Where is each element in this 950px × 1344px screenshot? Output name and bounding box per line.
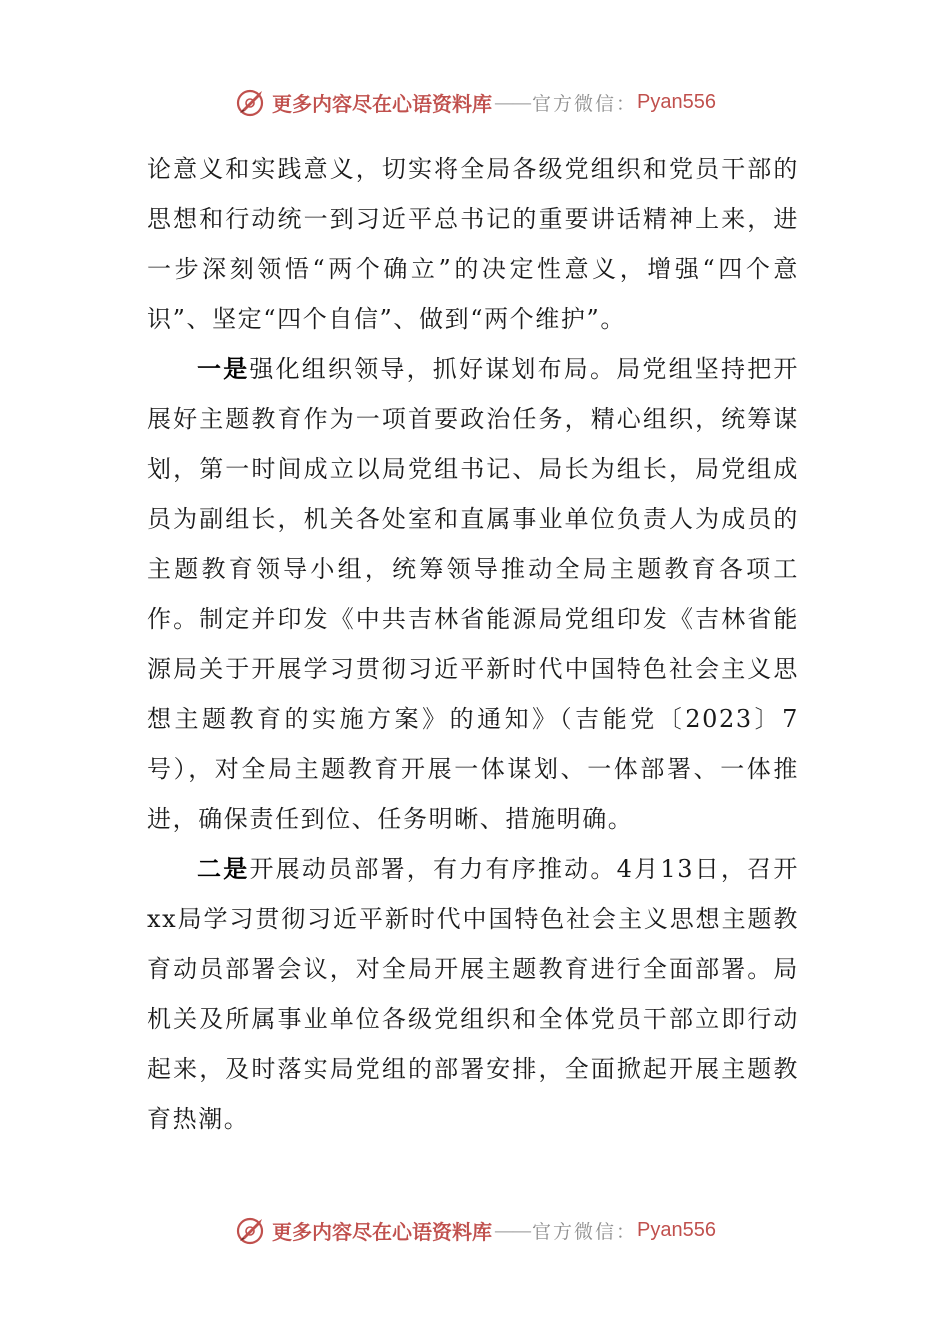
header-banner: [0, 82, 950, 122]
paragraph-text: 论意义和实践意义，切实将全局各级党组织和党员干部的思想和行动统一到习近平总书记的重要讲话精神上来，进一步深刻领悟“两个确立”的决定性意义，增强“四个意识”、坚定“四个自信”、做到“两个维护”。: [147, 155, 799, 333]
footer-banner: [0, 1210, 950, 1250]
paragraph-3: [147, 844, 799, 1144]
paragraph-text: 强化组织领导，抓好谋划布局。局党组坚持把开展好主题教育作为一项首要政治任务，精心组织，统筹谋划，第一时间成立以局党组书记、局长为组长，局党组成员为副组长，机关各处室和直属事业单位负责人为成员的主题教育领导小组，统筹领导推动全局主题教育各项工作。制定并印发《中共吉林省能源局党组印发《吉林省能源局关于开展学习贯彻习近平新时代中国特色社会主义思想主题教育的实施方案》的通知》（吉能党〔2023〕7号），对全局主题教育开展一体谋划、一体部署、一体推进，确保责任到位、任务明晰、措施明确。: [147, 355, 799, 833]
banner-wechat-id: Pyan556: [637, 90, 716, 113]
pen-circle-icon: [234, 85, 268, 119]
paragraph-1: [147, 144, 799, 344]
paragraph-lead: 二是: [197, 854, 250, 883]
paragraph-text: 开展动员部署，有力有序推动。4月13日，召开xx局学习贯彻习近平新时代中国特色社会主义思想主题教育动员部署会议，对全局开展主题教育进行全面部署。局机关及所属事业单位各级党组织和全体党员干部立即行动起来，及时落实局党组的部署安排，全面掀起开展主题教育热潮。: [147, 855, 799, 1133]
document-body: [147, 144, 799, 1144]
banner-wechat-label: 官方微信：: [532, 1220, 638, 1243]
banner-dash: ——: [494, 1218, 530, 1242]
banner-dash: ——: [494, 90, 530, 114]
banner-wechat-label: 官方微信：: [532, 92, 638, 115]
paragraph-2: [147, 344, 799, 844]
paragraph-lead: 一是: [197, 354, 250, 383]
banner-title: 更多内容尽在心语资料库: [272, 91, 492, 116]
banner-title: 更多内容尽在心语资料库: [272, 1219, 492, 1244]
banner-wechat-id: Pyan556: [637, 1218, 716, 1241]
pen-circle-icon: [234, 1213, 268, 1247]
